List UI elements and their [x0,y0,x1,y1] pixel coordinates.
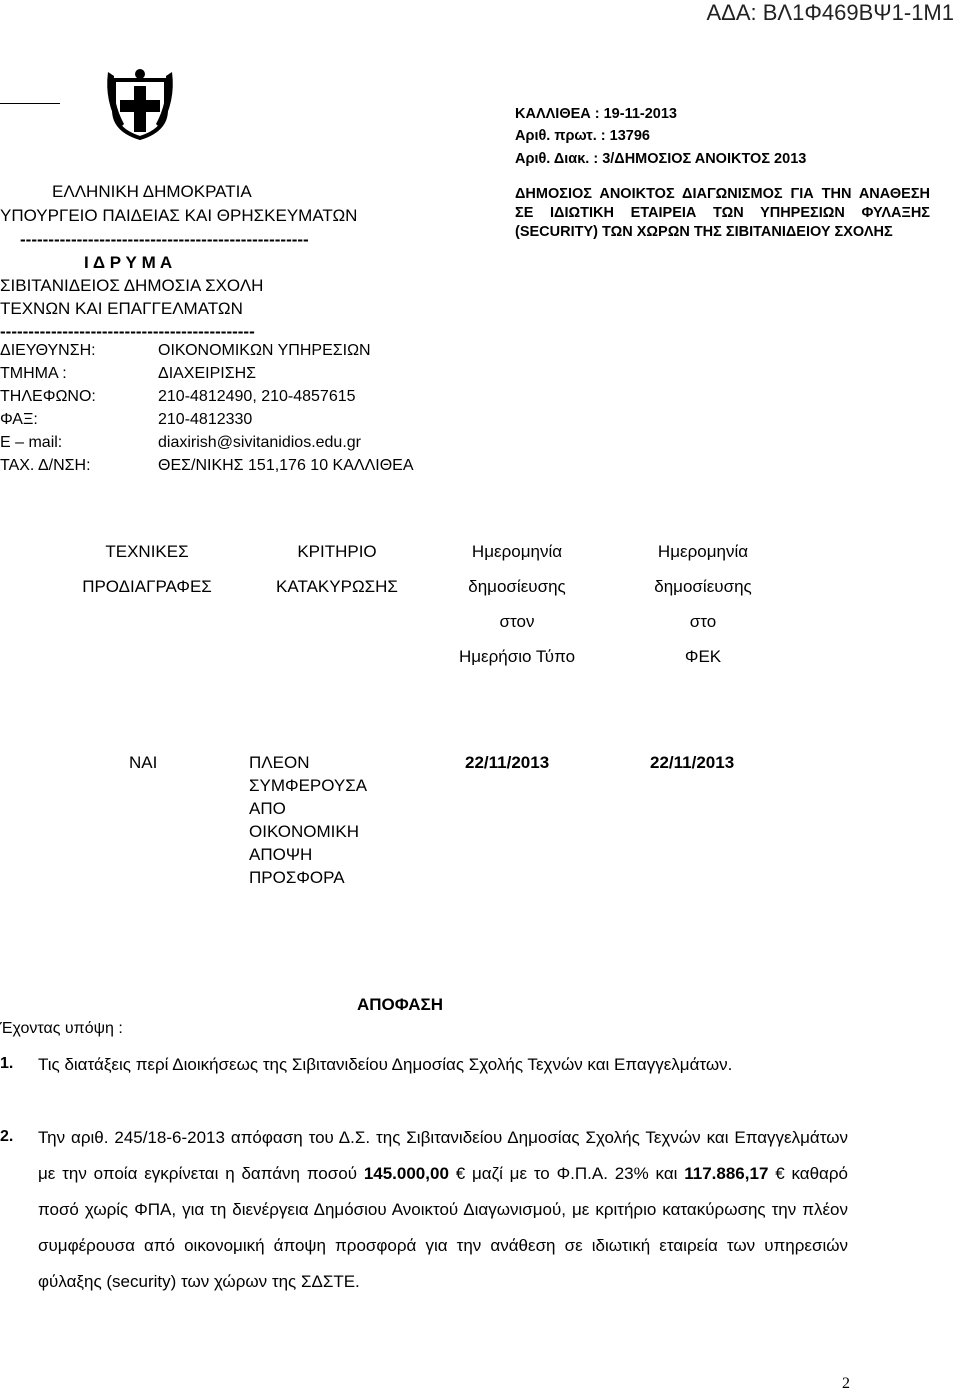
info-label: ΤΜΗΜΑ : [0,365,67,382]
header-line: ΠΡΟΔΙΑΓΡΑΦΕΣ [82,577,212,596]
table-header-cell [52,534,242,604]
header-line: στον [499,612,535,631]
cell-line: ΑΠΟΨΗ [249,845,313,864]
cell-line: ΠΛΕΟΝ [249,753,310,772]
header-line: δημοσίευσης [468,577,566,596]
separator-line: --------------------------------------------- [0,322,255,341]
header-line: ΦΕΚ [684,647,722,666]
issuer-country: ΕΛΛΗΝΙΚΗ ΔΗΜΟΚΡΑΤΙΑ [52,182,252,201]
ada-code: ΑΔΑ: ΒΛ1Φ469ΒΨ1-1Μ1 [706,0,954,25]
issuer-school: ΣΙΒΙΤΑΝΙΔΕΙΟΣ ΔΗΜΟΣΙΑ ΣΧΟΛΗ [0,276,264,295]
separator-line: --------------------------------------------------- [20,230,309,249]
info-label: ΤΑΧ. Δ/ΝΣΗ: [0,457,91,474]
info-value: 210-4812330 [158,411,253,428]
decision-item-2 [38,1120,848,1300]
cell-line: ΣΥΜΦΕΡΟΥΣΑ [249,776,368,795]
page-number: 2 [842,1375,850,1392]
cell-line: ΑΠΟ [249,799,286,818]
info-label: ΔΙΕΥΘΥΝΣΗ: [0,342,96,359]
hellenic-republic-coat-of-arms-icon [100,62,180,142]
issuer-school-sub: ΤΕΧΝΩΝ ΚΑΙ ΕΠΑΓΓΕΛΜΑΤΩΝ [0,299,243,318]
table-header-cell [242,534,432,604]
table-header-cell [422,534,612,674]
header-line: δημοσίευσης [654,577,752,596]
decision-item-1: Τις διατάξεις περί Διοικήσεως της Σιβιτανιδείου Δημοσίας Σχολής Τεχνών και Επαγγελμάτων. [38,1055,733,1074]
header-line: ΤΕΧΝΙΚΕΣ [105,542,189,561]
considering-label: Έχοντας υπόψη : [0,1020,123,1037]
header-line: Ημερομηνία [657,542,749,561]
cell-line: ΟΙΚΟΝΟΜΙΚΗ [249,822,359,841]
item-number: 1. [0,1055,14,1072]
info-value: ΟΙΚΟΝΟΜΙΚΩΝ ΥΠΗΡΕΣΙΩΝ [158,342,371,359]
item-text: € καθαρό ποσό χωρίς ΦΠΑ, για τη διενέργεια Δημόσιου Ανοικτού Διαγωνισμού, με κριτήριο κατακύρωσης την πλέον συμφέρουσα από οικονομική άποψη προσφορά για την ανάθεση σε ιδιωτική εταιρεία των υπηρεσιών φύλαξης (security) των χώρων της ΣΔΣΤΕ. [38,1164,848,1291]
header-line: Ημερήσιο Τύπο [458,647,576,666]
header-line: ΚΡΙΤΗΡΙΟ [297,542,377,561]
document-date: ΚΑΛΛΙΘΕΑ : 19-11-2013 [515,106,677,122]
cell-line: ΠΡΟΣΦΟΡΑ [249,868,345,887]
subject-title: ΔΗΜΟΣΙΟΣ ΑΝΟΙΚΤΟΣ ΔΙΑΓΩΝΙΣΜΟΣ ΓΙΑ ΤΗΝ ΑΝΑΘΕΣΗ ΣΕ ΙΔΙΩΤΙΚΗ ΕΤΑΙΡΕΙΑ ΤΩΝ ΥΠΗΡΕΣΙΩΝ ΦΥΛΑΞΗΣ (SECURITY) ΤΩΝ ΧΩΡΩΝ ΤΗΣ ΣΙΒΙΤΑΝΙΔΕΙΟΥ ΣΧΟΛΗΣ [515,186,930,240]
top-rule [0,103,60,104]
info-value: ΘΕΣ/ΝΙΚΗΣ 151,176 10 ΚΑΛΛΙΘΕΑ [158,457,414,474]
table-header-cell [608,534,798,674]
protocol-number: Αριθ. πρωτ. : 13796 [515,128,650,144]
issuer-foundation: Ι Δ Ρ Υ Μ Α [84,253,173,272]
amount-net: 117.886,17 [684,1164,769,1183]
header-line: Ημερομηνία [471,542,563,561]
table-cell: ΝΑΙ [129,753,158,772]
info-value: ΔΙΑΧΕΙΡΙΣΗΣ [158,365,257,382]
info-label: ΦΑΞ: [0,411,38,428]
item-text: € μαζί με το Φ.Π.Α. 23% και [448,1164,685,1183]
info-value: 210-4812490, 210-4857615 [158,388,356,405]
info-label: ΤΗΛΕΦΩΝΟ: [0,388,96,405]
amount-with-vat: 145.000,00 [363,1164,449,1183]
tender-number: Αριθ. Διακ. : 3/ΔΗΜΟΣΙΟΣ ΑΝΟΙΚΤΟΣ 2013 [515,151,807,167]
item-text: Την αριθ. 245/18-6-2013 απόφαση του Δ.Σ. της Σιβιτανιδείου Δημοσίας Σχολής Τεχνών και Επαγγελμάτων με την οποία εγκρίνεται η δαπάνη ποσού [38,1128,848,1183]
info-label: E – mail: [0,434,63,451]
issuer-ministry: ΥΠΟΥΡΓΕΙΟ ΠΑΙΔΕΙΑΣ ΚΑΙ ΘΡΗΣΚΕΥΜΑΤΩΝ [0,206,358,225]
header-line: στο [689,612,717,631]
item-number: 2. [0,1128,14,1145]
header-line: ΚΑΤΑΚΥΡΩΣΗΣ [276,577,398,596]
table-cell [249,751,367,889]
decision-title: ΑΠΟΦΑΣΗ [357,995,444,1014]
table-cell: 22/11/2013 [465,753,550,772]
table-cell: 22/11/2013 [650,753,735,772]
info-value: diaxirish@sivitanidios.edu.gr [158,434,361,451]
